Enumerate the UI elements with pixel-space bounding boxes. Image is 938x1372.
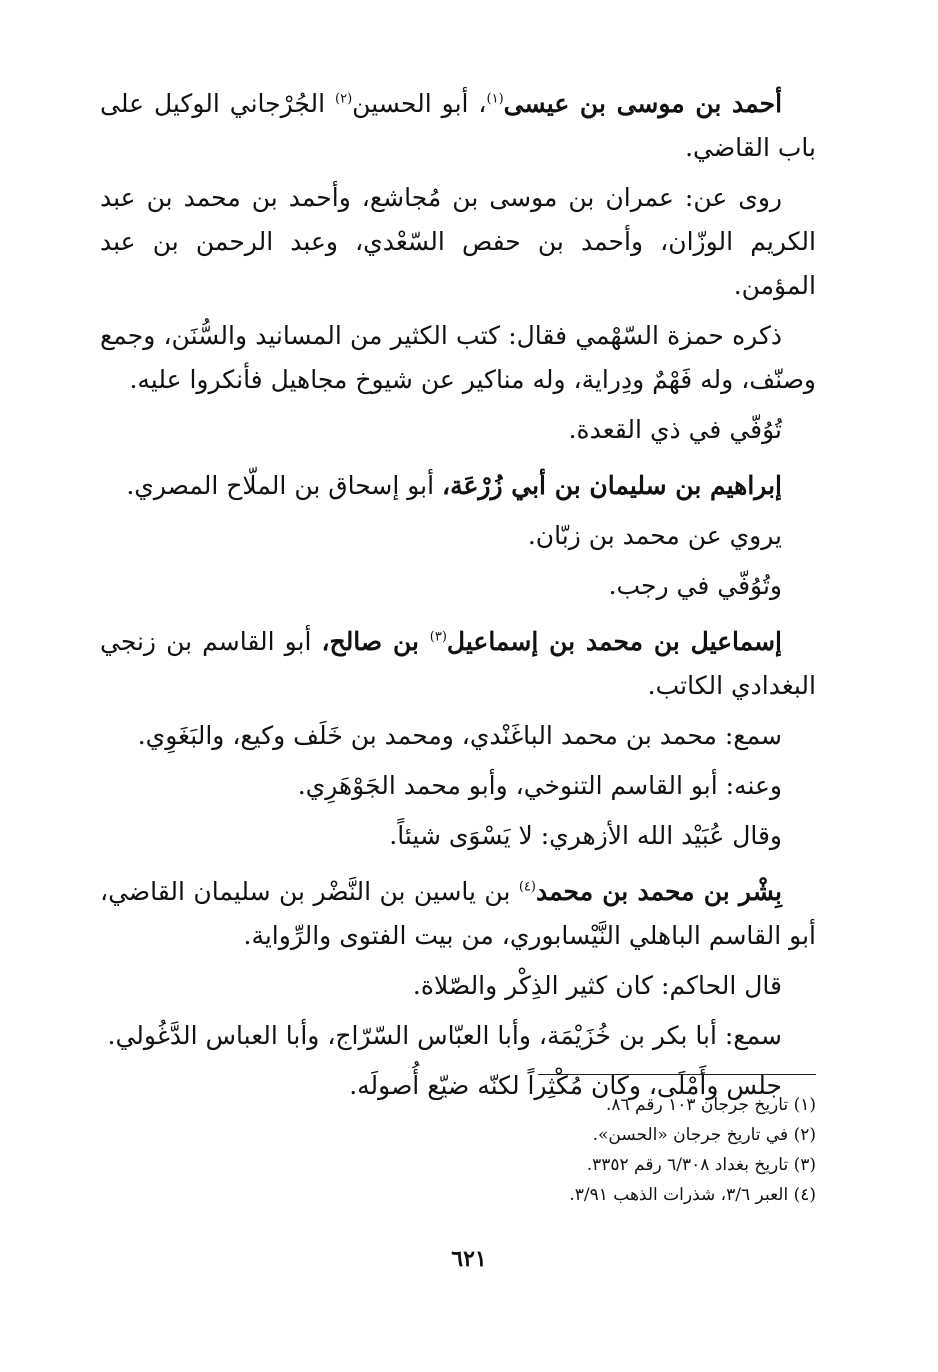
biography-entry	[100, 82, 816, 452]
footnote-ref: (٢)	[335, 91, 353, 107]
entry-heading	[100, 82, 816, 170]
entry-heading	[100, 620, 816, 708]
page-number: ٦٢١	[451, 1246, 487, 1272]
entry-paragraph: وتُوُفّي في رجب.	[608, 571, 782, 600]
footnote: (١) تاريخ جرجان ١٠٣ رقم ٨٦.	[605, 1095, 816, 1115]
footnote-ref: (٣)	[429, 629, 447, 645]
person-name: بِشْر بن محمد بن محمد	[535, 877, 782, 906]
entry-text: أبو إسحاق بن الملّاح المصري.	[126, 471, 443, 500]
entry-heading	[100, 870, 816, 958]
footnote-ref: (١)	[486, 91, 504, 107]
entry-text: ، أبو الحسين	[352, 89, 487, 118]
entry-paragraph: وقال عُبَيْد الله الأزهري: لا يَسْوَى شيئاً.	[389, 821, 782, 850]
person-name: بن صالح،	[321, 627, 430, 656]
footnote: (٢) في تاريخ جرجان «الحسن».	[592, 1125, 816, 1145]
entry-paragraph: وعنه: أبو القاسم التنوخي، وأبو محمد الجَوْهَرِي.	[297, 771, 782, 800]
entry-text: الجُرْجاني الوكيل على باب القاضي.	[100, 89, 816, 162]
entry-paragraph: جلس وأَمْلَى، وكان مُكْثِراً لكنّه ضيّع أُصولَه.	[349, 1071, 782, 1100]
person-name: أحمد بن موسى بن عيسى	[503, 89, 783, 118]
entry-paragraph: ذكره حمزة السّهْمي فقال: كتب الكثير من المسانيد والسُّنَن، وجمع وصنّف، وله فَهْمٌ ودِراية، وله مناكير عن شيوخ مجاهيل فأنكروا عليه.	[100, 321, 816, 394]
footnote-ref: (٤)	[518, 879, 536, 895]
page-body	[100, 82, 816, 1120]
person-name: إسماعيل بن محمد بن إسماعيل	[446, 627, 782, 656]
biography-entry	[100, 620, 816, 858]
entry-paragraph: روى عن: عمران بن موسى بن مُجاشع، وأحمد بن محمد بن عبد الكريم الوزّان، وأحمد بن حفص السّعْدي، وعبد الرحمن بن عبد المؤمن.	[100, 183, 816, 300]
biography-entry	[100, 464, 816, 608]
entry-paragraph: يروي عن محمد بن زبّان.	[527, 521, 782, 550]
entry-paragraph: تُوُفّي في ذي القعدة.	[568, 415, 782, 444]
entry-paragraph: قال الحاكم: كان كثير الذِكْر والصّلاة.	[412, 971, 782, 1000]
footnotes	[420, 1090, 816, 1210]
entry-text: بن ياسين بن النَّضْر بن سليمان القاضي، أبو القاسم الباهلي النَّيْسابوري، من بيت الفتوى والرِّواية.	[100, 877, 816, 950]
entry-paragraph: سمع: محمد بن محمد الباغَنْدي، ومحمد بن خَلَف وكيع، والبَغَوِي.	[137, 721, 782, 750]
footnote-separator	[538, 1074, 816, 1075]
entry-text: أبو القاسم بن زنجي البغدادي الكاتب.	[100, 627, 816, 700]
person-name: إبراهيم بن سليمان بن أبي زُرْعَة،	[442, 471, 782, 500]
entry-heading	[100, 464, 816, 508]
biography-entry	[100, 870, 816, 1108]
footnote: (٣) تاريخ بغداد ٦/٣٠٨ رقم ٣٣٥٢.	[586, 1155, 816, 1175]
entry-paragraph: سمع: أبا بكر بن خُزَيْمَة، وأبا العبّاس السّرّاج، وأبا العباس الدَّغُولي.	[107, 1021, 782, 1050]
footnote: (٤) العبر ٣/٦، شذرات الذهب ٣/٩١.	[569, 1185, 816, 1205]
